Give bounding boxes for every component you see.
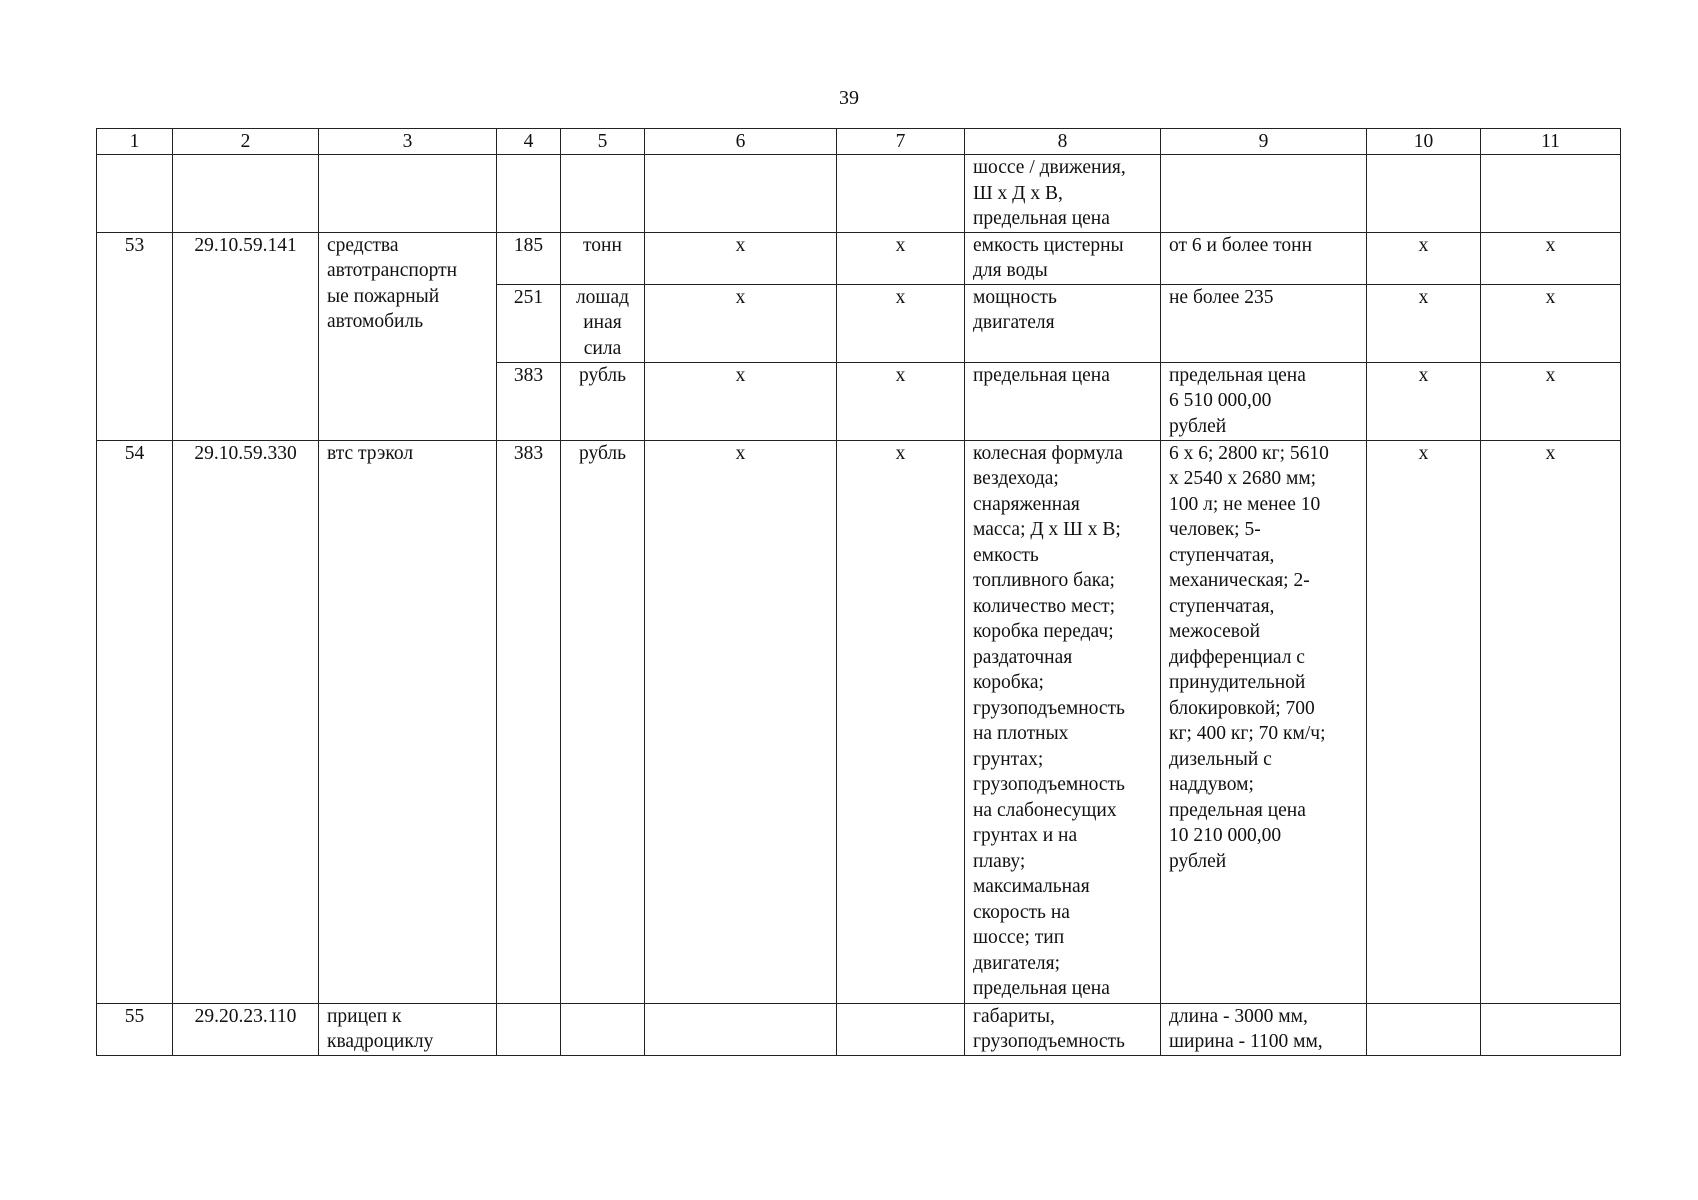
column-number: 3: [319, 129, 497, 155]
item-name: прицеп к квадроциклу: [319, 1003, 497, 1055]
characteristic-cell: шоссе / движения, Ш х Д х В, предельная цена: [965, 155, 1161, 233]
value-cell: х: [837, 362, 965, 440]
cell-empty: [319, 155, 497, 233]
value-cell: х: [645, 362, 837, 440]
okpd2-code: 29.10.59.330: [173, 440, 319, 1003]
characteristic-value: от 6 и более тонн: [1161, 232, 1367, 284]
column-number: 9: [1161, 129, 1367, 155]
cell-empty: [837, 1003, 965, 1055]
row-number: 54: [97, 440, 173, 1003]
value-cell: х: [1481, 232, 1621, 284]
value-cell: х: [1367, 440, 1481, 1003]
characteristic-value: 6 х 6; 2800 кг; 5610 х 2540 х 2680 мм; 100 л; не менее 10 человек; 5- ступенчатая, механическая; 2- ступенчатая, межосевой дифференциал с принудительной блокировкой; 700 кг; 400 кг; 70 км/ч; дизельный с наддувом; предельная цена 10 210 000,00 рублей: [1161, 440, 1367, 1003]
column-number: 7: [837, 129, 965, 155]
item-name: втс трэкол: [319, 440, 497, 1003]
row-number: 53: [97, 232, 173, 440]
value-cell: х: [837, 232, 965, 284]
column-number: 8: [965, 129, 1161, 155]
okei-code: 251: [497, 284, 561, 362]
value-cell: х: [837, 284, 965, 362]
okei-code: 185: [497, 232, 561, 284]
page-number: 39: [839, 87, 859, 109]
table-row-54: [97, 440, 1621, 1003]
characteristic-cell: предельная цена: [965, 362, 1161, 440]
cell-empty: [645, 155, 837, 233]
column-number: 2: [173, 129, 319, 155]
column-number: 5: [561, 129, 645, 155]
cell-empty: [837, 155, 965, 233]
characteristic-value: не более 235: [1161, 284, 1367, 362]
requirements-table: [96, 128, 1621, 1056]
characteristic-cell: колесная формула вездехода; снаряженная масса; Д х Ш х В; емкость топливного бака; количество мест; коробка передач; раздаточная коробка; грузоподъемность на плотных грунтах; грузоподъемность на слабонесущих грунтах и на плаву; максимальная скорость на шоссе; тип двигателя; предельная цена: [965, 440, 1161, 1003]
item-name: средства автотранспортн ые пожарный автомобиль: [319, 232, 497, 440]
value-cell: х: [1481, 440, 1621, 1003]
unit-name: рубль: [561, 440, 645, 1003]
okpd2-code: 29.10.59.141: [173, 232, 319, 440]
cell-empty: [561, 1003, 645, 1055]
value-cell: х: [837, 440, 965, 1003]
okei-code: 383: [497, 362, 561, 440]
cell-empty: [1367, 155, 1481, 233]
cell-empty: [561, 155, 645, 233]
cell-empty: [1367, 1003, 1481, 1055]
cell-empty: [97, 155, 173, 233]
value-cell: х: [1367, 232, 1481, 284]
okei-code: 383: [497, 440, 561, 1003]
column-number: 1: [97, 129, 173, 155]
unit-name: рубль: [561, 362, 645, 440]
unit-name: лошад иная сила: [561, 284, 645, 362]
unit-name: тонн: [561, 232, 645, 284]
table-row-53-line-1: [97, 232, 1621, 284]
column-number: 11: [1481, 129, 1621, 155]
cell-empty: [497, 155, 561, 233]
cell-empty: [173, 155, 319, 233]
characteristic-cell: габариты, грузоподъемность: [965, 1003, 1161, 1055]
row-number: 55: [97, 1003, 173, 1055]
cell-empty: [1481, 1003, 1621, 1055]
value-cell: х: [1367, 284, 1481, 362]
value-cell: х: [645, 232, 837, 284]
column-number: 10: [1367, 129, 1481, 155]
value-cell: х: [1481, 362, 1621, 440]
value-cell: х: [645, 440, 837, 1003]
column-number-row: [97, 129, 1621, 155]
value-cell: х: [1367, 362, 1481, 440]
cell-empty: [497, 1003, 561, 1055]
value-cell: х: [1481, 284, 1621, 362]
continuation-row: [97, 155, 1621, 233]
characteristic-value: предельная цена 6 510 000,00 рублей: [1161, 362, 1367, 440]
cell-empty: [1161, 155, 1367, 233]
characteristic-cell: емкость цистерны для воды: [965, 232, 1161, 284]
characteristic-value: длина - 3000 мм, ширина - 1100 мм,: [1161, 1003, 1367, 1055]
cell-empty: [645, 1003, 837, 1055]
column-number: 4: [497, 129, 561, 155]
table-row-55: [97, 1003, 1621, 1055]
okpd2-code: 29.20.23.110: [173, 1003, 319, 1055]
cell-empty: [1481, 155, 1621, 233]
value-cell: х: [645, 284, 837, 362]
column-number: 6: [645, 129, 837, 155]
characteristic-cell: мощность двигателя: [965, 284, 1161, 362]
